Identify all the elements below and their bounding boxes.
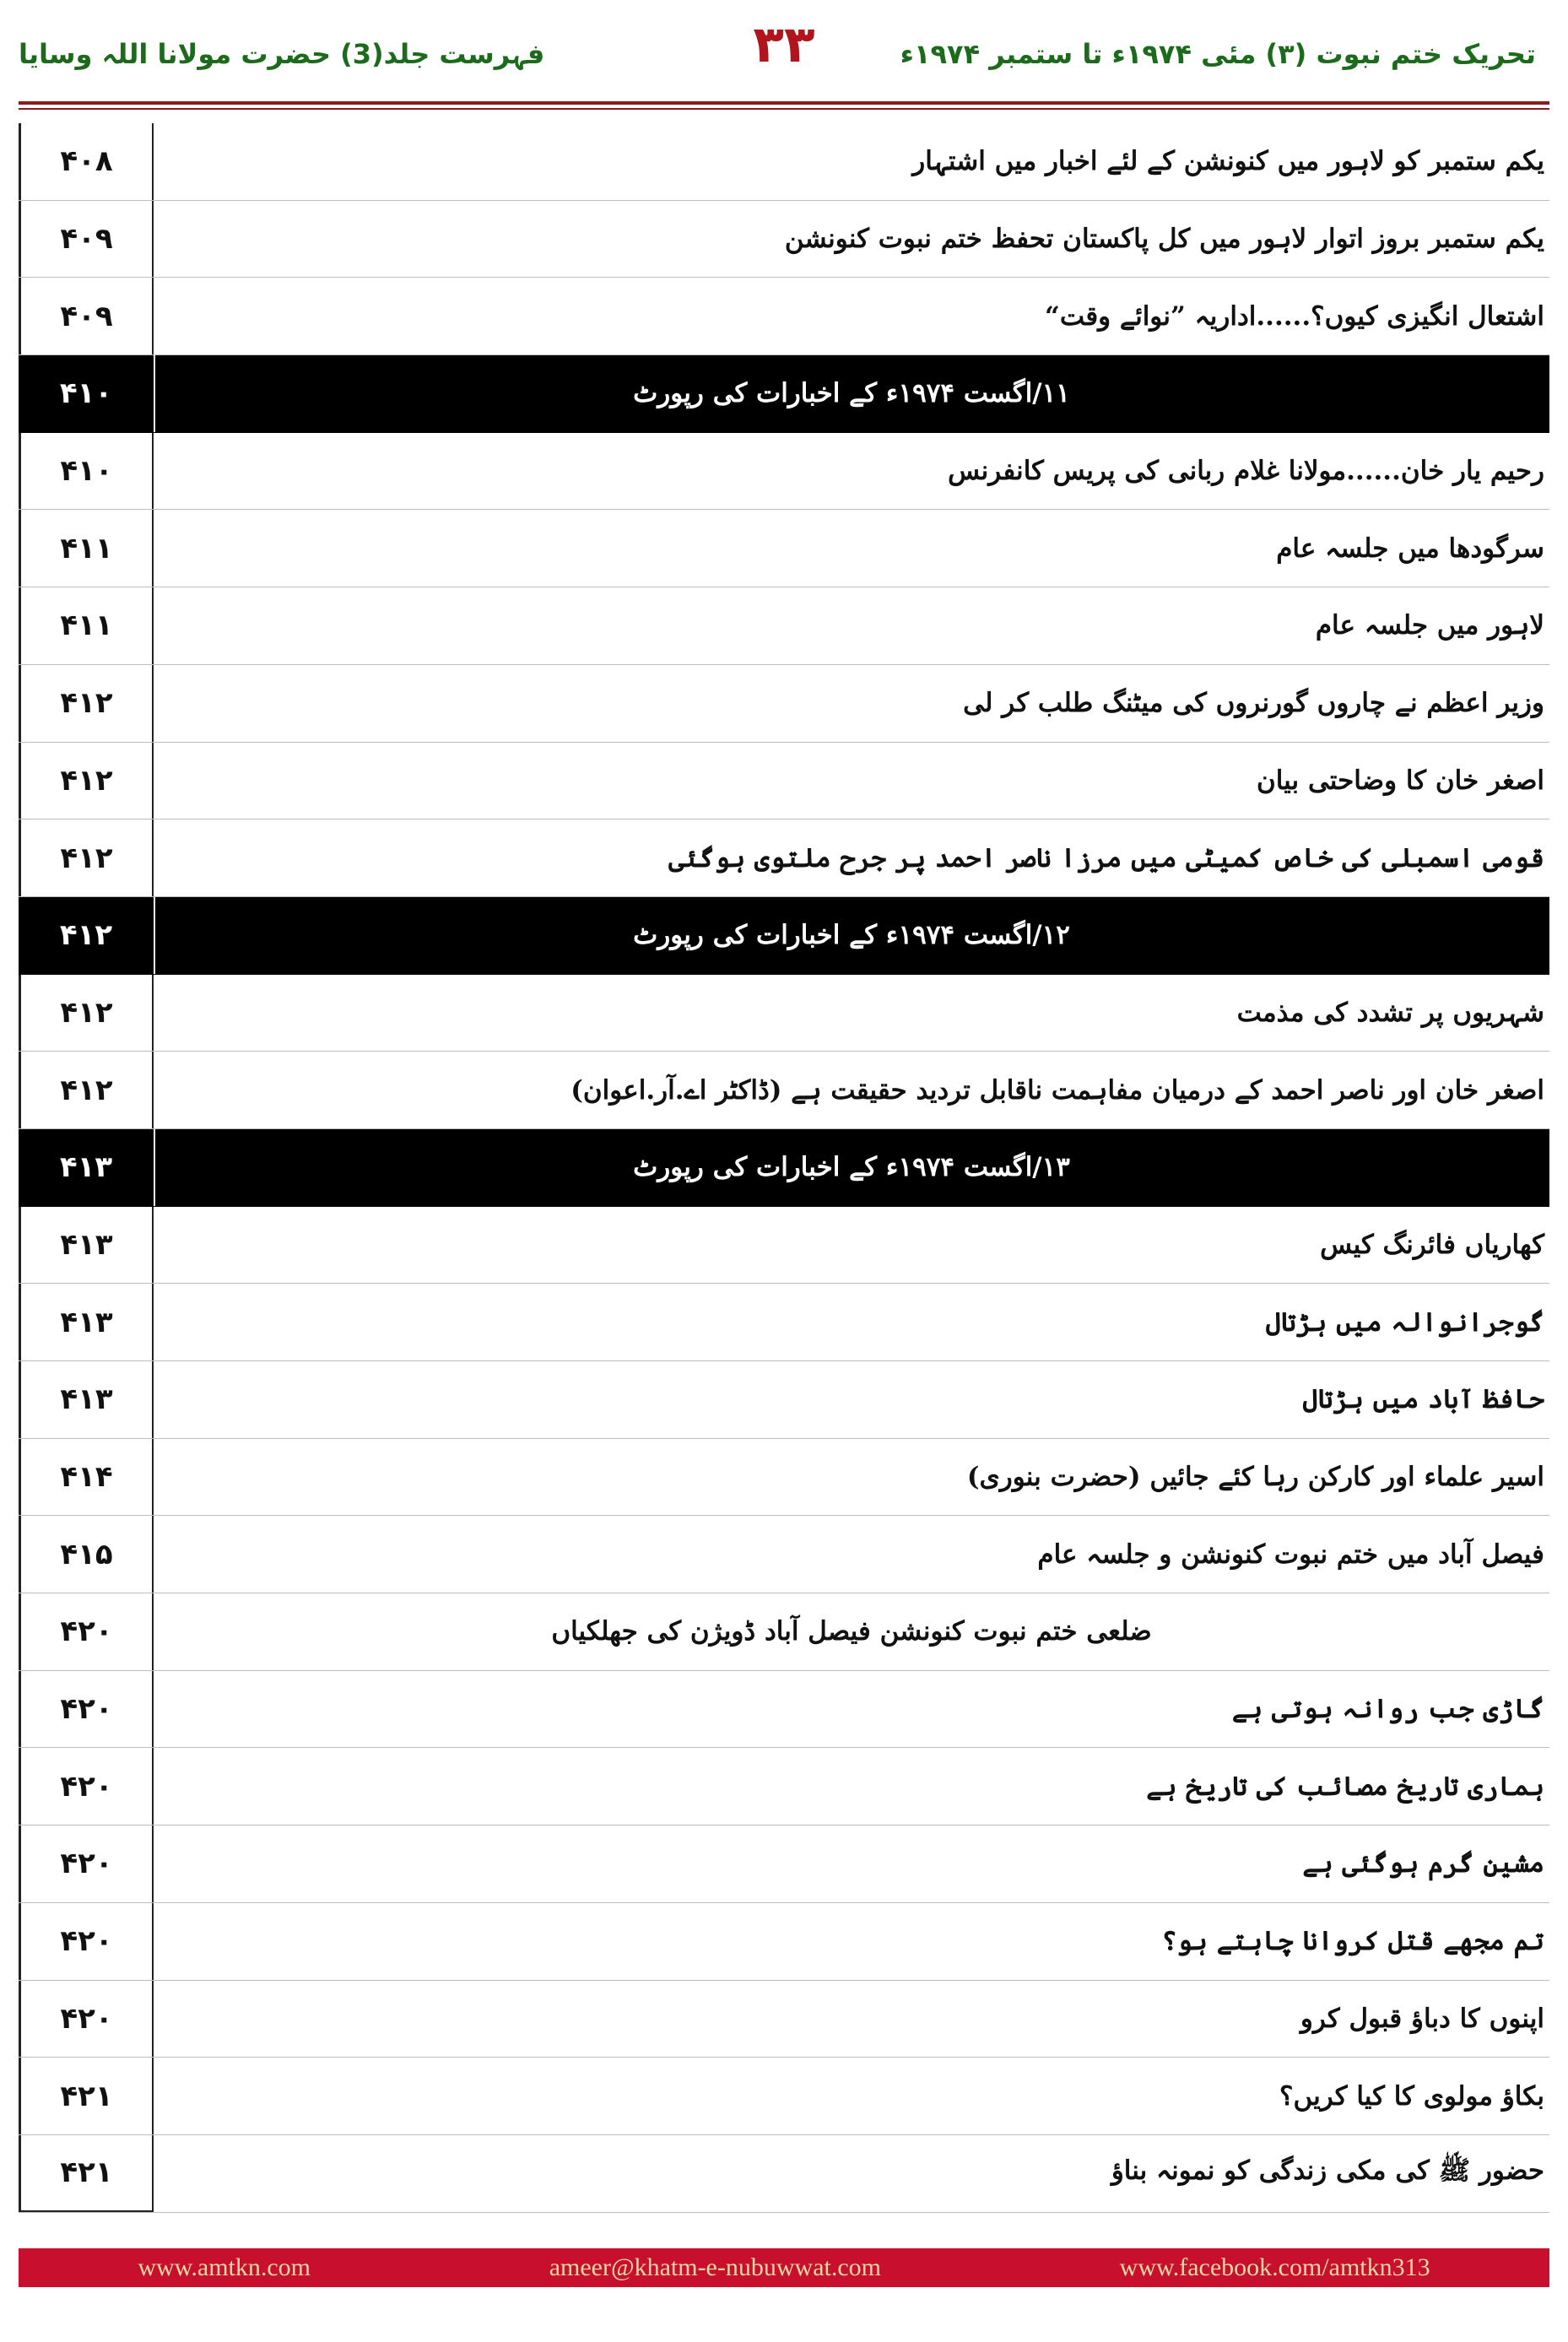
- toc-page-number: ۴۱۲: [19, 1052, 154, 1128]
- toc-entry-title: اشتعال انگیزی کیوں؟......اداریہ ”نوائے وقت“: [1045, 300, 1544, 332]
- toc-entry-title: کھاریاں فائرنگ کیس: [1320, 1229, 1544, 1260]
- page-header: [0, 0, 1568, 101]
- toc-row: [19, 278, 1549, 355]
- toc-page-number: ۴۲۰: [19, 1748, 154, 1825]
- toc-entry-title: حافظ آباد میں ہڑتال: [1302, 1384, 1544, 1415]
- toc-row: [19, 1671, 1549, 1749]
- toc-page-number: ۴۱۳: [19, 1207, 154, 1284]
- toc-entry-title: فیصل آباد میں ختم نبوت کنونشن و جلسہ عام: [1037, 1539, 1544, 1570]
- toc-row: [19, 123, 1549, 201]
- toc-page-number: ۴۲۱: [19, 2135, 154, 2212]
- toc-page-number: ۴۰۸: [19, 123, 154, 200]
- toc-page-number: ۴۱۳: [19, 1284, 154, 1360]
- section-title: ۱۱/اگست ۱۹۷۴ء کے اخبارات کی رپورٹ: [633, 378, 1070, 409]
- header-rule: [19, 101, 1549, 105]
- toc-page-number: ۴۱۲: [19, 975, 154, 1052]
- toc-entry-title: گوجرانوالہ میں ہڑتال: [1265, 1306, 1544, 1338]
- toc-row: [19, 587, 1549, 665]
- toc-entry-title: رحیم یار خان......مولانا غلام ربانی کی پریس کانفرنس: [948, 456, 1544, 487]
- toc-entry-title: لاہور میں جلسہ عام: [1315, 610, 1544, 641]
- toc-page-number: ۴۰۹: [19, 278, 154, 354]
- footer-email-link[interactable]: ameer@khatm-e-nubuwwat.com: [549, 2253, 881, 2281]
- toc-page-number: ۴۲۰: [19, 1981, 154, 2058]
- toc-row: [19, 1981, 1549, 2058]
- toc-page-number: ۴۱۲: [19, 743, 154, 819]
- page-footer: [19, 2248, 1549, 2287]
- toc-page-number: ۴۲۰: [19, 1671, 154, 1748]
- toc-row: [19, 1903, 1549, 1981]
- toc-entry-title: یکم ستمبر کو لاہور میں کنونشن کے لئے اخبار میں اشتہار: [912, 146, 1544, 177]
- toc-row: [19, 510, 1549, 587]
- toc-entry-title: ہماری تاریخ مصائب کی تاریخ ہے: [1146, 1771, 1544, 1802]
- toc-page-number: ۴۱۵: [19, 1516, 154, 1593]
- section-header-row: [19, 897, 1549, 975]
- toc-entry-title: اصغر خان کا وضاحتی بیان: [1256, 765, 1544, 796]
- table-of-contents: [19, 123, 1549, 2213]
- toc-row: [19, 2058, 1549, 2135]
- toc-page-number: ۴۲۱: [19, 2058, 154, 2134]
- header-rule-thin: [19, 108, 1549, 110]
- toc-entry-title: ضلعی ختم نبوت کنونشن فیصل آباد ڈویژن کی جھلکیاں: [551, 1616, 1152, 1647]
- toc-entry-title: شہریوں پر تشدد کی مذمت: [1236, 997, 1544, 1028]
- toc-page-number: ۴۱۲: [19, 819, 154, 896]
- header-book-title: تحریک ختم نبوت (۳) مئی ۱۹۷۴ء تا ستمبر ۱۹۷۴ء: [900, 38, 1536, 70]
- section-title: ۱۲/اگست ۱۹۷۴ء کے اخبارات کی رپورٹ: [633, 920, 1070, 951]
- toc-entry-title: اصغر خان اور ناصر احمد کے درمیان مفاہمت ناقابل تردید حقیقت ہے (ڈاکٹر اے.آر.اعوان): [570, 1074, 1544, 1106]
- toc-page-number: ۴۱۳: [19, 1361, 154, 1438]
- toc-row: [19, 1284, 1549, 1361]
- toc-row: [19, 665, 1549, 743]
- toc-row: [19, 743, 1549, 820]
- toc-row: [19, 2135, 1549, 2213]
- toc-page-number: ۴۱۴: [19, 1439, 154, 1516]
- toc-row: [19, 1516, 1549, 1593]
- toc-page-number: ۴۱۰: [19, 433, 154, 510]
- toc-entry-title: مشین گرم ہوگئی ہے: [1302, 1848, 1544, 1880]
- footer-website-link[interactable]: www.amtkn.com: [138, 2253, 311, 2281]
- toc-page-number: ۴۱۳: [59, 1150, 113, 1185]
- toc-row: [19, 1361, 1549, 1439]
- toc-entry-title: بکاؤ مولوی کا کیا کریں؟: [1279, 2080, 1544, 2112]
- toc-entry-title: اپنوں کا دباؤ قبول کرو: [1300, 2003, 1544, 2034]
- toc-entry-title: قومی اسمبلی کی خاص کمیٹی میں مرزا ناصر احمد پر جرح ملتوی ہوگئی: [668, 842, 1544, 874]
- toc-entry-title: تم مجھے قتل کروانا چاہتے ہو؟: [1161, 1926, 1544, 1957]
- section-header-row: [19, 1129, 1549, 1207]
- toc-row: [19, 433, 1549, 511]
- toc-row: [19, 1207, 1549, 1285]
- section-header-row: [19, 355, 1549, 433]
- toc-row: [19, 975, 1549, 1052]
- toc-page-number: ۴۲۰: [19, 1593, 154, 1670]
- toc-page-number: ۴۱۱: [19, 587, 154, 664]
- section-title: ۱۳/اگست ۱۹۷۴ء کے اخبارات کی رپورٹ: [633, 1152, 1070, 1183]
- toc-row: [19, 1593, 1549, 1671]
- toc-entry-title: یکم ستمبر بروز اتوار لاہور میں کل پاکستان تحفظ ختم نبوت کنونشن: [784, 224, 1544, 255]
- toc-page-number: ۴۱۰: [59, 376, 113, 411]
- toc-page-number: ۴۰۹: [19, 201, 154, 278]
- toc-row: [19, 1748, 1549, 1825]
- toc-page-number: ۴۲۰: [19, 1825, 154, 1902]
- toc-row: [19, 201, 1549, 279]
- toc-entry-title: سرگودھا میں جلسہ عام: [1276, 533, 1544, 564]
- toc-page-number: ۴۱۱: [19, 510, 154, 587]
- toc-entry-title: اسیر علماء اور کارکن رہا کئے جائیں (حضرت بنوری): [966, 1462, 1544, 1493]
- toc-page-number: ۴۲۰: [19, 1903, 154, 1980]
- toc-entry-title: وزیر اعظم نے چاروں گورنروں کی میٹنگ طلب کر لی: [963, 688, 1544, 719]
- toc-entry-title: گاڑی جب روانہ ہوتی ہے: [1231, 1694, 1544, 1725]
- header-volume-title: فہرست جلد(3) حضرت مولانا اللہ وسایا: [19, 38, 545, 70]
- toc-page-number: ۴۱۲: [19, 665, 154, 742]
- page-number: ۳۳: [753, 15, 815, 74]
- toc-entry-title: حضور ﷺ کی مکی زندگی کو نمونہ بناؤ: [1111, 2155, 1544, 2186]
- toc-row: [19, 1439, 1549, 1517]
- footer-facebook-link[interactable]: www.facebook.com/amtkn313: [1119, 2253, 1430, 2281]
- toc-row: [19, 819, 1549, 897]
- toc-page-number: ۴۱۲: [59, 918, 113, 953]
- toc-row: [19, 1825, 1549, 1903]
- toc-row: [19, 1052, 1549, 1129]
